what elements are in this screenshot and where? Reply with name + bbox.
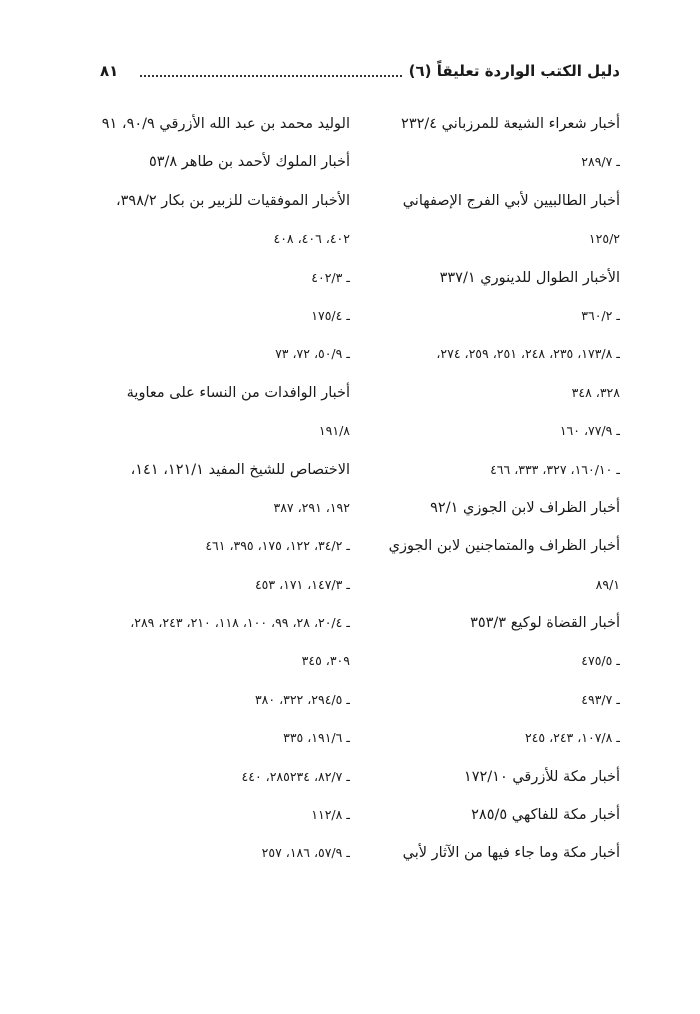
index-continuation-line: ـ ٢٨٩/٧ [581,154,620,170]
index-entry: الوليد محمد بن عبد الله الأزرقي ٩٠/٩، ٩١ [101,116,350,132]
index-entry: أخبار الوافدات من النساء على معاوية [126,384,350,401]
index-entry: أخبار مكة للأزرقي ١٧٢/١٠ [463,768,620,785]
index-entry: أخبار مكة للفاكهي ٢٨٥/٥ [471,807,620,824]
index-continuation-line: ـ ٣٦٠/٢ [581,307,620,323]
index-entry: أخبار شعراء الشيعة للمرزباني ٢٣٢/٤ [401,116,620,132]
index-entry: أخبار القضاة لوكيع ٣٥٣/٣ [470,615,620,632]
index-entry: أخبار الظراف لابن الجوزي ٩٢/١ [430,499,620,516]
index-entry: الأخبار الموفقيات للزبير بن بكار ٣٩٨/٢، [115,192,350,209]
index-continuation-line: ـ ٤٩٣/٧ [581,691,620,707]
index-entry: أخبار الظراف والمتماجنين لابن الجوزي [388,538,620,555]
index-entry: الاختصاص للشيخ المفيد ١٢١/١، ١٤١، [130,461,350,478]
index-column-right [367,105,620,873]
index-entry: أخبار الملوك لأحمد بن طاهر ٥٣/٨ [148,154,350,171]
index-continuation-line: ١٩٢، ٢٩١، ٣٨٧ [273,499,350,515]
index-continuation-line: ـ ١٦٠/١٠، ٣٢٧، ٣٣٣، ٤٦٦ [490,461,620,477]
running-title: دليل الكتب الواردة تعليقاً (٦) [403,62,620,80]
index-continuation-line: ـ ١٧٥/٤ [311,307,350,323]
index-continuation-line: ١٩١/٨ [318,423,350,439]
index-continuation-line: ـ ١٤٧/٣، ١٧١، ٤٥٣ [254,576,350,592]
page-header [100,62,620,86]
index-continuation-line: ـ ٢٩٤/٥، ٣٢٢، ٣٨٠ [254,691,350,707]
index-continuation-line: ـ ١١٢/٨ [311,807,350,823]
index-continuation-line: ـ ٨٢/٧، ٢٨٥٢٣٤، ٤٤٠ [241,768,350,784]
index-continuation-line: ٣٠٩، ٣٤٥ [301,653,350,669]
index-continuation-line: ـ ٧٧/٩، ١٦٠ [559,423,620,439]
index-continuation-line: ٣٢٨، ٣٤٨ [571,384,620,400]
index-column-left [100,105,350,873]
index-continuation-line: ٤٠٢، ٤٠٦، ٤٠٨ [273,231,350,247]
index-continuation-line: ـ ٥٧/٩، ١٨٦، ٢٥٧ [261,845,350,861]
index-entry: الأخبار الطوال للدينوري ٣٣٧/١ [439,269,620,286]
index-entry: أخبار مكة وما جاء فيها من الآثار لأبي [402,845,620,862]
index-continuation-line: ـ ٢٠/٤، ٢٨، ٩٩، ١٠٠، ١١٨، ٢١٠، ٢٤٣، ٢٨٩، [130,615,350,631]
index-continuation-line: ـ ١٧٣/٨، ٢٣٥، ٢٤٨، ٢٥١، ٢٥٩، ٢٧٤، [436,346,620,362]
index-entry: أخبار الطالبيين لأبي الفرج الإصفهاني [402,192,620,209]
index-continuation-line: ـ ٣٤/٢، ١٢٢، ١٧٥، ٣٩٥، ٤٦١ [205,538,350,554]
index-continuation-line: ـ ١٠٧/٨، ٢٤٣، ٢٤٥ [524,730,620,746]
page-number: ٨١ [100,62,122,80]
index-continuation-line: ١٢٥/٢ [588,231,620,247]
index-continuation-line: ـ ٥٠/٩، ٧٢، ٧٣ [275,346,350,362]
index-continuation-line: ـ ١٩١/٦، ٣٣٥ [283,730,350,746]
index-continuation-line: ٨٩/١ [595,576,620,592]
index-continuation-line: ـ ٤٧٥/٥ [581,653,620,669]
index-continuation-line: ـ ٤٠٢/٣ [311,269,350,285]
